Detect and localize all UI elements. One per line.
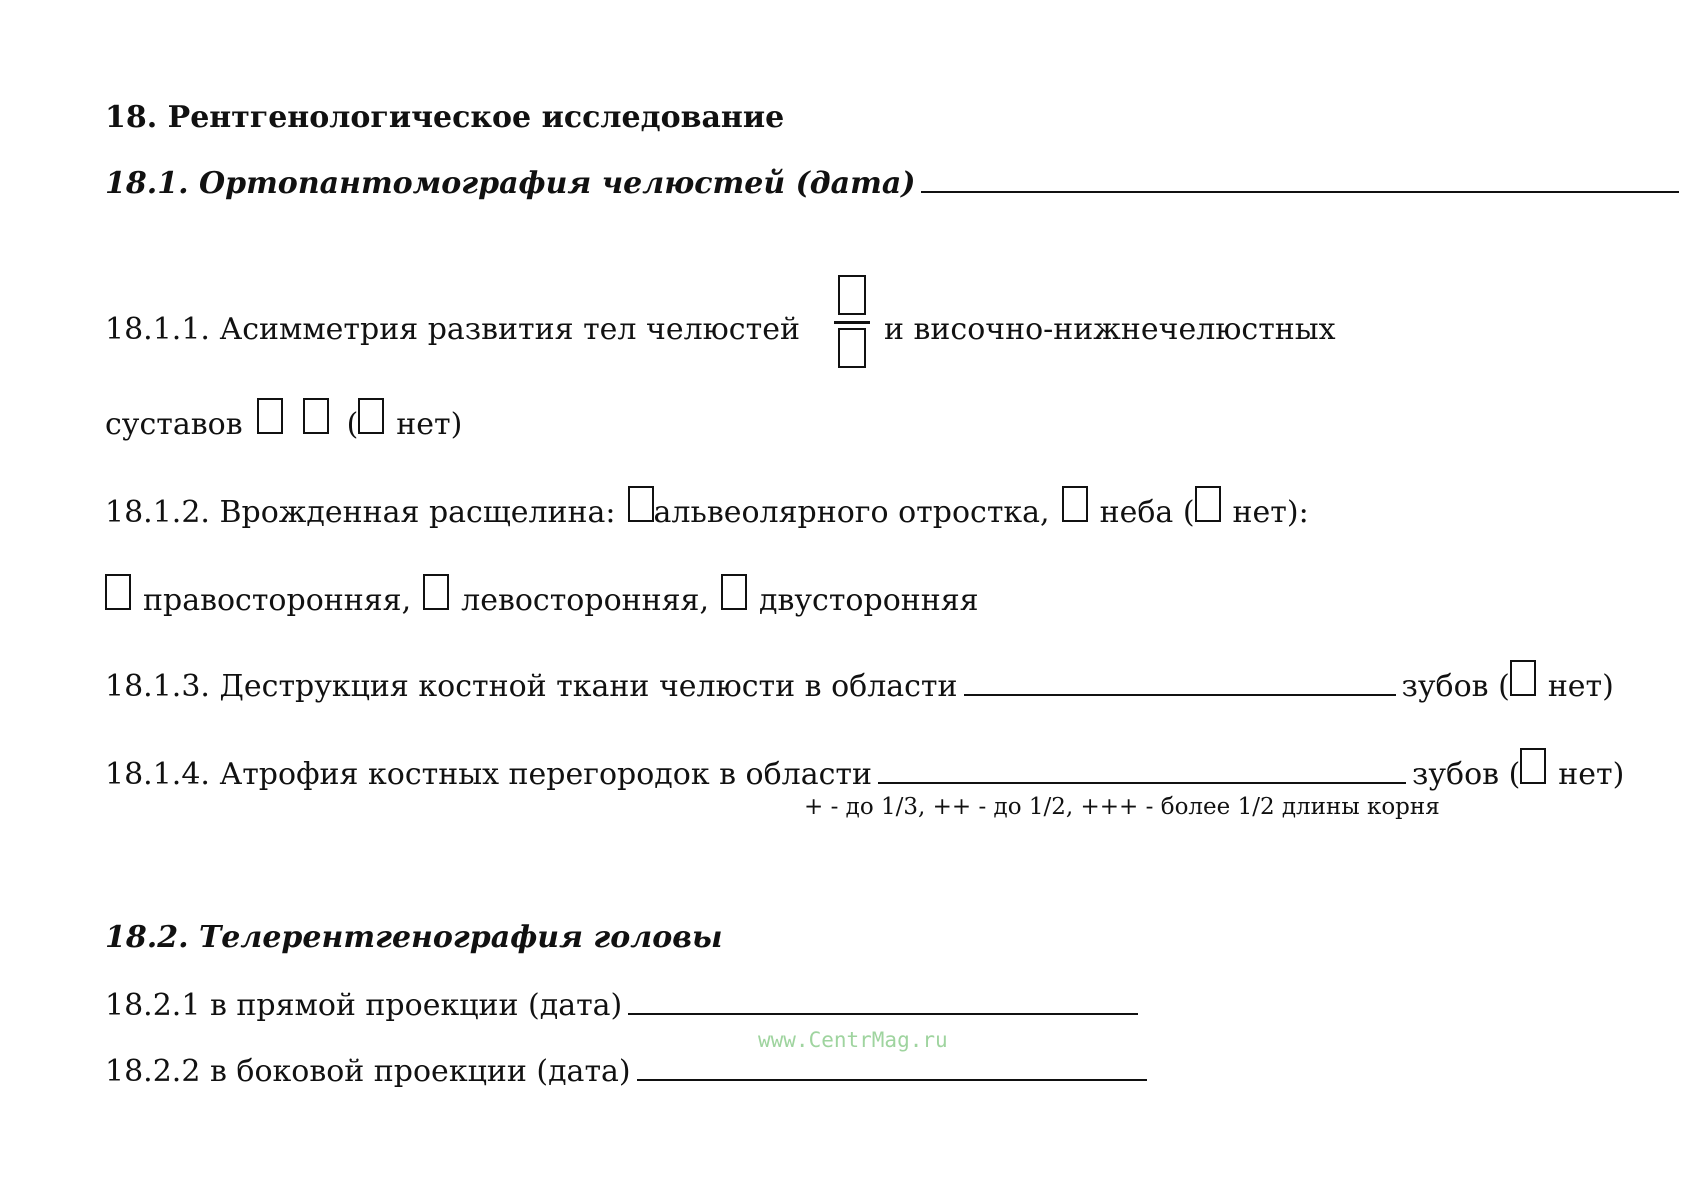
cleft-alveolar-label: альвеолярного отростка, — [653, 495, 1050, 530]
destruction-none-checkbox[interactable] — [1510, 660, 1536, 696]
cleft-left-checkbox[interactable] — [423, 574, 449, 610]
atrophy-legend: + - до 1/3, ++ - до 1/2, +++ - более 1/2 длины корня — [804, 794, 1440, 820]
cleft-none-checkbox[interactable] — [1195, 486, 1221, 522]
atrophy-none-label: нет) — [1558, 757, 1625, 792]
destruction-teeth-label: зубов ( — [1401, 669, 1510, 704]
lateral-row — [105, 1054, 1153, 1089]
atrophy-teeth-label: зубов ( — [1412, 757, 1521, 792]
destruction-label: 18.1.3. Деструкция костной ткани челюсти в области — [105, 669, 958, 704]
item-18-1-1-label: 18.1.1. Асимметрия развития тел челюстей — [105, 312, 800, 347]
frontal-label: 18.2.1 в прямой проекции (дата) — [105, 988, 623, 1023]
cleft-palate-checkbox[interactable] — [1062, 486, 1088, 522]
tmj-none-checkbox[interactable] — [358, 398, 384, 434]
atrophy-label: 18.1.4. Атрофия костных перегородок в области — [105, 757, 873, 792]
cleft-right-label: правосторонняя, — [143, 583, 412, 618]
cleft-left-label: левосторонняя, — [461, 583, 710, 618]
atrophy-teeth-field[interactable] — [878, 781, 1406, 784]
tmj-row — [105, 398, 462, 442]
opg-heading-row — [105, 166, 1685, 201]
tmj-left-checkbox[interactable] — [303, 398, 329, 434]
paren-open: ( — [346, 407, 359, 442]
item-18-1-1-tmj-label: и височно-нижнечелюстных — [884, 312, 1336, 347]
cleft-none-label: нет): — [1232, 495, 1309, 530]
opg-date-field[interactable] — [921, 190, 1679, 193]
cleft-row — [105, 486, 1309, 530]
cleft-bilateral-label: двусторонняя — [759, 583, 979, 618]
tmj-right-checkbox[interactable] — [257, 398, 283, 434]
frontal-row — [105, 988, 1144, 1023]
jaw-asymmetry-upper-checkbox[interactable] — [838, 275, 866, 315]
atrophy-row — [105, 748, 1624, 792]
telerentgen-heading: 18.2. Телерентгенография головы — [105, 920, 723, 955]
tmj-label: суставов — [105, 407, 243, 442]
destruction-row — [105, 660, 1614, 704]
cleft-label: 18.1.2. Врожденная расщелина: — [105, 495, 616, 530]
lateral-date-field[interactable] — [637, 1078, 1147, 1081]
cleft-alveolar-checkbox[interactable] — [628, 486, 654, 522]
frontal-date-field[interactable] — [628, 1012, 1138, 1015]
section-title: 18. Рентгенологическое исследование — [105, 100, 785, 135]
lateral-label: 18.2.2 в боковой проекции (дата) — [105, 1054, 631, 1089]
destruction-teeth-field[interactable] — [964, 693, 1396, 696]
atrophy-none-checkbox[interactable] — [1520, 748, 1546, 784]
cleft-bilateral-checkbox[interactable] — [721, 574, 747, 610]
opg-heading: 18.1. Ортопантомография челюстей (дата) — [105, 166, 916, 201]
fraction-bar — [834, 321, 870, 324]
tmj-none-label: нет) — [396, 407, 463, 442]
cleft-palate-label: неба ( — [1099, 495, 1195, 530]
cleft-side-row — [105, 574, 979, 618]
destruction-none-label: нет) — [1547, 669, 1614, 704]
jaw-asymmetry-lower-checkbox[interactable] — [838, 328, 866, 368]
watermark: www.CentrMag.ru — [758, 1028, 948, 1052]
cleft-right-checkbox[interactable] — [105, 574, 131, 610]
